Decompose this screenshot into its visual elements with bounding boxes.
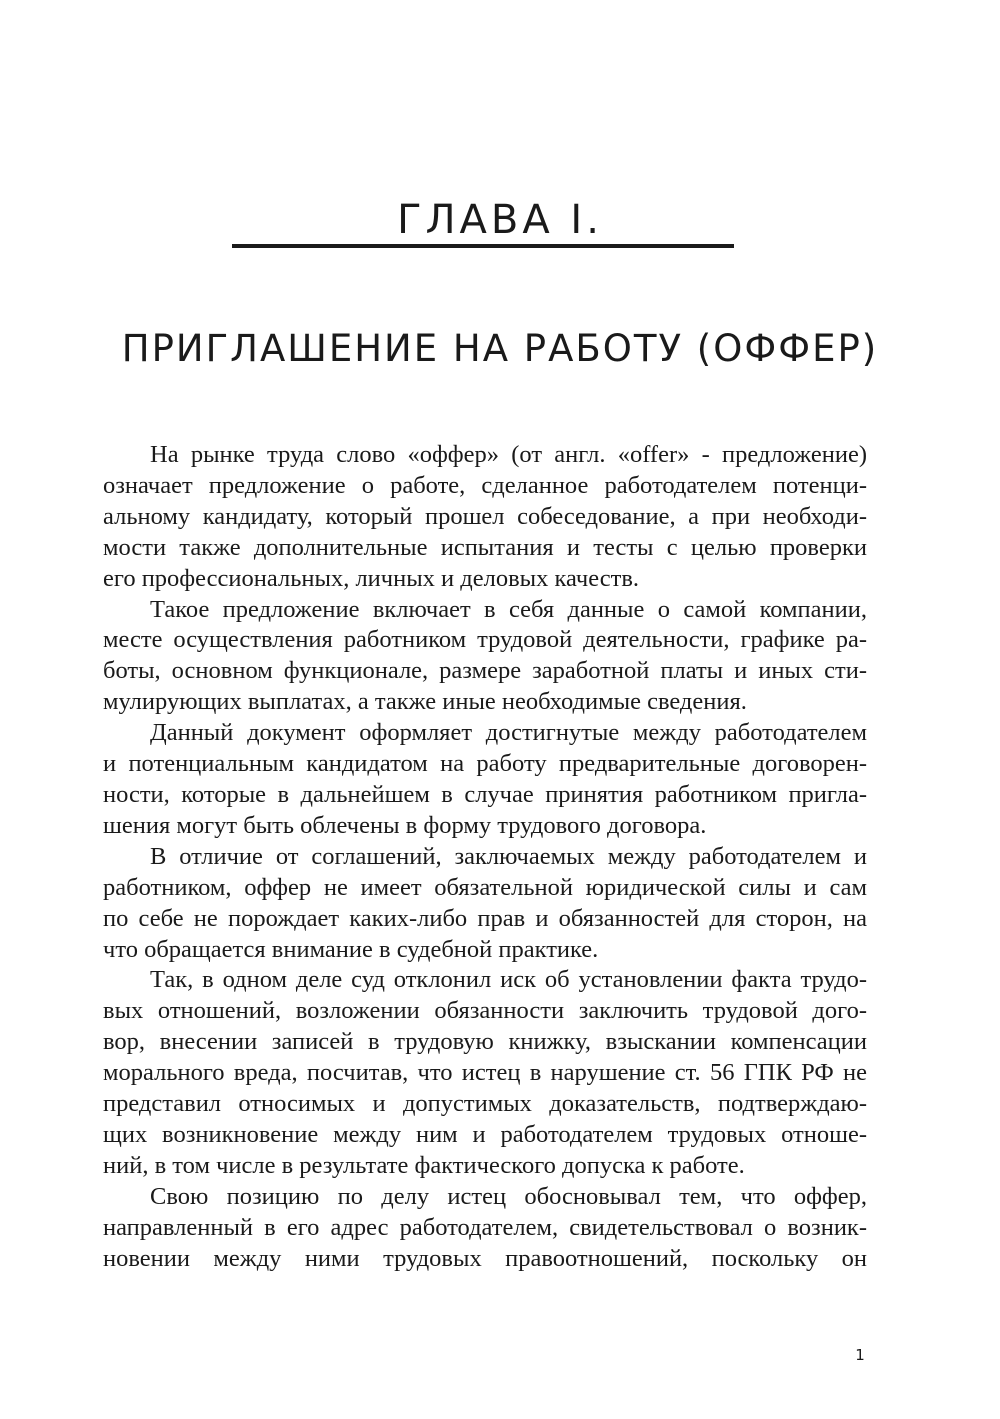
text-line: и потенциальным кандидатом на работу предварительные договорен- — [103, 750, 867, 778]
paragraph — [103, 965, 867, 1181]
body-text — [103, 440, 867, 1274]
text-line: ности, которые в дальнейшем в случае принятия работником пригла- — [103, 780, 867, 808]
text-line: новении между ними трудовых правоотношений, поскольку он — [103, 1244, 867, 1272]
paragraph — [103, 1182, 867, 1275]
text-line: боты, основном функционале, размере заработной платы и иных сти- — [103, 657, 867, 685]
text-line: вых отношений, возложении обязанности заключить трудовой дого- — [103, 997, 867, 1025]
text-line: мости также дополнительные испытания и тесты с целью проверки — [103, 533, 867, 561]
text-line: мулирующих выплатах, а также иные необходимые сведения. — [103, 688, 747, 716]
text-line: На рынке труда слово «оффер» (от англ. «offer» - предложение) — [150, 441, 867, 468]
text-line: работником, оффер не имеет обязательной юридической силы и сам — [103, 873, 867, 901]
text-line: ний, в том числе в результате фактического допуска к работе. — [103, 1151, 745, 1179]
text-line: В отличие от соглашений, заключаемых между работодателем и — [150, 842, 867, 870]
text-line: что обращается внимание в судебной практике. — [103, 935, 599, 963]
text-line: Так, в одном деле суд отклонил иск об установлении факта трудо- — [150, 966, 867, 994]
text-line: морального вреда, посчитав, что истец в нарушение ст. 56 ГПК РФ не — [103, 1059, 867, 1087]
text-line: Данный документ оформляет достигнутые между работодателем — [150, 719, 867, 747]
text-line: шения могут быть облечены в форму трудового договора. — [103, 811, 707, 839]
text-line: Такое предложение включает в себя данные о самой компании, — [150, 595, 867, 623]
text-line: альному кандидату, который прошел собеседование, а при необходи- — [103, 502, 867, 530]
text-line: представил относимых и допустимых доказательств, подтверждаю- — [103, 1090, 867, 1118]
text-line: направленный в его адрес работодателем, свидетельствовал о возник- — [103, 1213, 867, 1241]
chapter-title: ПРИГЛАШЕНИЕ НА РАБОТУ (ОФФЕР) — [121, 327, 879, 370]
paragraph — [103, 595, 867, 719]
chapter-divider — [232, 244, 734, 248]
text-line: означает предложение о работе, сделанное работодателем потенци- — [103, 471, 867, 499]
text-line: по себе не порождает каких-либо прав и обязанностей для сторон, на — [103, 904, 867, 932]
paragraph — [103, 842, 867, 966]
chapter-label: ГЛАВА I. — [397, 197, 603, 243]
text-line: Свою позицию по делу истец обосновывал тем, что оффер, — [150, 1182, 867, 1210]
paragraph — [103, 440, 867, 595]
text-line: его профессиональных, личных и деловых качеств. — [103, 564, 640, 592]
text-line: щих возникновение между ним и работодателем трудовых отноше- — [103, 1120, 867, 1148]
paragraph — [103, 718, 867, 842]
page-number: 1 — [855, 1346, 865, 1364]
text-line: вор, внесении записей в трудовую книжку, взыскании компенсации — [103, 1028, 867, 1056]
text-line: месте осуществления работником трудовой деятельности, графике ра- — [103, 626, 867, 654]
